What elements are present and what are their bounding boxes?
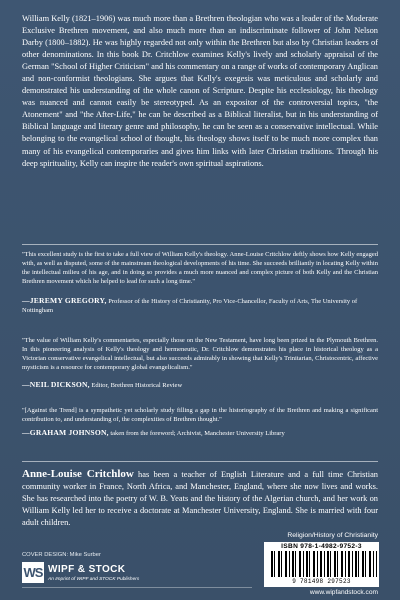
divider: [22, 461, 378, 462]
cover-design-credit: COVER DESIGN: Mike Surber: [22, 552, 101, 558]
barcode-stripe: [281, 551, 282, 577]
category-label: Religion/History of Christianity: [287, 532, 378, 539]
book-description: William Kelly (1821–1906) was much more than a Brethren theologian who was a leader of the Moderate Exclusive Brethren movement, and also much more than an indiscriminate follower of John Nelson Darby (1800–1882). He was highly regarded not only within the Brethren but also by Christian leaders of other denominations. In this book Dr. Critchlow examines Kelly's lively and scholarly appraisal of the German "School of Higher Criticism" and his commentary on a range of works of contemporary Anglican and non-conformist theologians. She argues that Kelly's exegesis was meticulous and scholarly and demonstrated his understanding of the whole canon of Scripture. Despite his ecclesiology, his theology was nuanced and cannot easily be stereotyped. As an expositor of the controversial topics, "the Atonement" and "the After-Life," he can be described as a Biblical literalist, but in his understanding of Biblical language and literary genre and philosophy, he can be seen as a conservative intellectual. While belonging to the evangelical school of thought, his theology shows itself to be much more complex than many of his evangelical contemporaries and gives him links with later Christian traditions. Through his deep spirituality, Kelly can inspire the reader's own spiritual aspirations.: [22, 14, 378, 168]
barcode-stripe: [365, 551, 366, 577]
author-name: Anne-Louise Critchlow: [22, 468, 134, 480]
barcode-stripe: [299, 551, 300, 577]
divider: [22, 587, 252, 588]
publisher-logo: WS: [22, 562, 44, 583]
barcode-stripe: [314, 551, 315, 577]
publisher-url: www.wipfandstock.com: [309, 589, 378, 596]
barcode: [264, 542, 379, 587]
endorsement-quote-2: "The value of William Kelly's commentaries, especially those on the New Testament, have long been prized in the Plymouth Brethren. In this pioneering analysis of Kelly's theology and hermeneutic, Dr. Critchlow demonstrates his place in historical theology as a Victorian conservative evangelical intellectual, but also succeeds admirably in showing that Kelly's Trinitarian, Christocentric, affective mysticism is a resource for contemporary global evangelicalism.": [22, 337, 378, 372]
isbn: ISBN 978-1-4982-9752-3: [281, 543, 362, 550]
publisher-name: WIPF & STOCK: [48, 564, 126, 575]
barcode-stripe: [330, 551, 331, 577]
publisher-imprint: An Imprint of WIPF and STOCK Publishers: [48, 577, 140, 582]
endorsement-attribution-2: [22, 380, 378, 390]
endorser-name-3: —GRAHAM JOHNSON,: [22, 428, 109, 437]
author-bio: [22, 468, 378, 529]
endorsement-quote-1: "This excellent study is the first to take a full view of William Kelly's theology. Anne-Louise Critchlow deftly shows how Kelly engaged with, as well as disputed, some of the mainstream theological developments of his time. She succeeds brilliantly in locating Kelly within the intellectual milieu of his age, and in doing so provides a much more nuanced and complex picture of both Kelly and the Christian Brethren movement which he helped to lead for such a long time.": [22, 251, 378, 286]
endorser-name-2: —NEIL DICKSON,: [22, 380, 90, 389]
endorsement-attribution-1: [22, 296, 378, 315]
endorser-role-2: Editor, Brethren Historical Review: [89, 382, 183, 389]
author-bio-text: has been a teacher of English Literature and a full time Christian community worker in France, North Africa, and Manchester, England, where she now lives and works. She has researched into the poetry of W. B. Yeats and the history of the Algerian church, and her work on William Kelly led her to receive a doctorate at Manchester University, England. She is married with four adult children.: [22, 470, 378, 528]
barcode-stripe: [349, 551, 350, 577]
divider: [22, 244, 378, 245]
endorser-role-3: taken from the foreword; Archivist, Manchester University Library: [108, 430, 285, 437]
endorsement-attribution-3: [22, 428, 378, 438]
barcode-bars: [271, 551, 377, 577]
endorsement-quote-3: "[Against the Trend] is a sympathetic yet scholarly study filling a gap in the historiography of the Brethren and making a significant contribution to, and understanding of, the complexities of Brethren thought.": [22, 407, 378, 424]
endorser-role-1: Professor of the History of Christianity, Pro Vice-Chancellor, Faculty of Arts, The University of Nottingham: [22, 298, 358, 315]
endorser-name-1: —JEREMY GREGORY,: [22, 296, 107, 305]
barcode-number: 9 781498 297523: [292, 578, 351, 585]
